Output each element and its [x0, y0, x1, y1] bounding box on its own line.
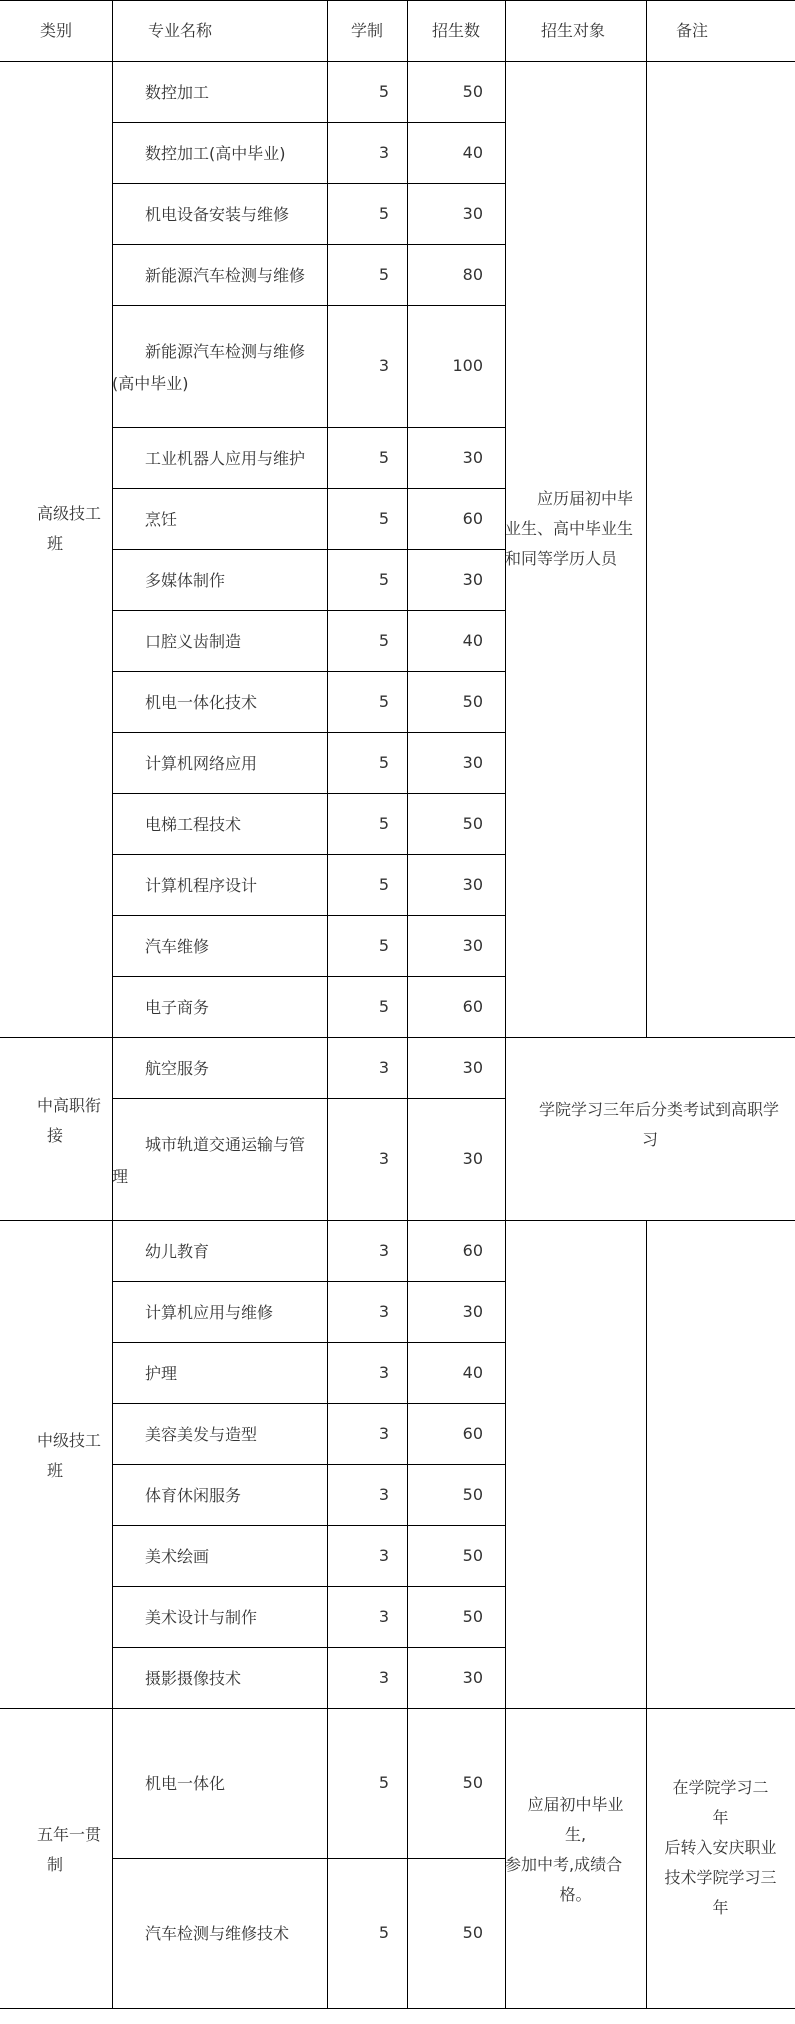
quota-cell-line: 30: [462, 752, 483, 772]
major-name-cell-line: 机电一体化技术: [145, 692, 258, 712]
major-name-cell-line: 体育休闲服务: [145, 1485, 242, 1505]
quota-cell-line: 30: [462, 1301, 483, 1321]
quota-cell: [407, 61, 505, 122]
header-major: [112, 0, 327, 61]
duration-cell-line: 3: [378, 142, 389, 162]
column-divider: [327, 0, 328, 2008]
column-divider: [505, 1708, 506, 2008]
major-name-cell-line: 汽车检测与维修技术: [145, 1924, 290, 1943]
duration-cell-line: 3: [378, 1149, 389, 1168]
major-name-cell: [112, 1525, 327, 1586]
quota-cell: [407, 1586, 505, 1647]
category-cell-line: 班: [47, 1461, 64, 1480]
duration-cell: [327, 976, 407, 1037]
quota-cell: [407, 1647, 505, 1708]
major-name-cell-line: 烹饪: [145, 509, 178, 529]
quota-cell-line: 60: [462, 1423, 483, 1443]
quota-cell: [407, 427, 505, 488]
row-divider: [0, 0, 795, 1]
quota-cell-line: 60: [462, 508, 483, 528]
quota-cell-line: 30: [462, 447, 483, 467]
duration-cell-line: 5: [378, 569, 389, 589]
target-cell-line: 应届初中毕业: [527, 1795, 624, 1814]
quota-cell-line: 50: [462, 1606, 483, 1626]
target-cell: [505, 61, 646, 1037]
major-name-cell: [112, 122, 327, 183]
duration-cell-line: 5: [378, 264, 389, 284]
target-cell-line: 应历届初中毕: [537, 489, 634, 508]
duration-cell: [327, 1281, 407, 1342]
merged-remark-cell-line: 习: [641, 1129, 658, 1149]
major-name-cell: [112, 732, 327, 793]
major-name-cell: [112, 1403, 327, 1464]
duration-cell: [327, 1708, 407, 1858]
duration-cell-line: 3: [378, 1057, 389, 1077]
quota-cell: [407, 671, 505, 732]
major-name-cell-line: 电子商务: [145, 997, 210, 1017]
duration-cell-line: 5: [378, 81, 389, 101]
major-name-cell-line: 美术设计与制作: [145, 1607, 258, 1627]
duration-cell-line: 5: [378, 996, 389, 1016]
column-divider: [646, 0, 647, 61]
duration-cell-line: 5: [378, 813, 389, 833]
major-name-cell: [112, 976, 327, 1037]
column-divider: [112, 0, 113, 2008]
header-years: [327, 0, 407, 61]
header-category: [0, 0, 112, 61]
quota-cell-line: 50: [462, 813, 483, 833]
quota-cell-line: 50: [462, 1923, 483, 1942]
major-name-cell-line: 新能源汽车检测与维修: [145, 265, 306, 285]
quota-cell: [407, 183, 505, 244]
duration-cell: [327, 183, 407, 244]
duration-cell-line: 5: [378, 874, 389, 894]
quota-cell-line: 50: [462, 81, 483, 101]
major-name-cell: [112, 854, 327, 915]
quota-cell: [407, 488, 505, 549]
quota-cell: [407, 915, 505, 976]
remark-cell-line: 年: [712, 1808, 729, 1827]
header-quota-text: 招生数: [431, 20, 480, 40]
quota-cell-line: 30: [462, 203, 483, 223]
major-name-cell-line: 汽车维修: [145, 936, 210, 956]
remark-cell-line: 在学院学习二: [672, 1778, 769, 1797]
category-cell: [0, 1708, 112, 2008]
major-name-cell: [112, 1098, 327, 1220]
major-name-cell: [112, 488, 327, 549]
duration-cell: [327, 1403, 407, 1464]
major-name-cell-line: 理: [112, 1167, 129, 1186]
duration-cell-line: 5: [378, 508, 389, 528]
major-name-cell-line: 电梯工程技术: [145, 814, 242, 834]
category-cell-line: 班: [47, 534, 64, 553]
major-name-cell-line: 美容美发与造型: [145, 1424, 258, 1444]
major-name-cell-line: (高中毕业): [112, 374, 189, 393]
major-name-cell-line: 多媒体制作: [145, 570, 226, 590]
duration-cell: [327, 671, 407, 732]
major-name-cell: [112, 244, 327, 305]
category-cell-line: 高级技工: [37, 504, 102, 523]
quota-cell: [407, 793, 505, 854]
major-name-cell-line: 摄影摄像技术: [145, 1668, 242, 1688]
category-cell-line: 中高职衔: [37, 1095, 102, 1115]
column-divider: [646, 1220, 647, 1708]
major-name-cell-line: 美术绘画: [145, 1546, 210, 1566]
duration-cell-line: 5: [378, 752, 389, 772]
duration-cell-line: 5: [378, 1923, 389, 1942]
major-name-cell-line: 航空服务: [145, 1058, 210, 1078]
quota-cell: [407, 1342, 505, 1403]
major-name-cell-line: 新能源汽车检测与维修: [145, 342, 306, 361]
header-category-text: 类别: [39, 20, 72, 40]
duration-cell: [327, 1525, 407, 1586]
major-name-cell-line: 计算机应用与维修: [145, 1302, 274, 1322]
duration-cell: [327, 1858, 407, 2008]
quota-cell-line: 50: [462, 691, 483, 711]
target-cell-line: 和同等学历人员: [505, 549, 618, 568]
quota-cell-line: 40: [462, 1362, 483, 1382]
major-name-cell-line: 数控加工: [145, 82, 210, 102]
category-cell-line: 接: [47, 1125, 64, 1145]
quota-cell: [407, 1220, 505, 1281]
duration-cell: [327, 610, 407, 671]
major-name-cell: [112, 183, 327, 244]
quota-cell: [407, 122, 505, 183]
category-cell-line: 五年一贯: [37, 1825, 102, 1844]
major-name-cell: [112, 671, 327, 732]
duration-cell: [327, 1037, 407, 1098]
quota-cell: [407, 1037, 505, 1098]
major-name-cell: [112, 1586, 327, 1647]
duration-cell-line: 3: [378, 1606, 389, 1626]
duration-cell-line: 3: [378, 1667, 389, 1687]
quota-cell: [407, 732, 505, 793]
major-name-cell: [112, 1464, 327, 1525]
duration-cell: [327, 1098, 407, 1220]
header-years-text: 学制: [350, 20, 383, 40]
quota-cell-line: 30: [462, 1149, 483, 1168]
column-divider: [646, 1708, 647, 2008]
quota-cell-line: 30: [462, 1667, 483, 1687]
column-divider: [646, 61, 647, 1037]
quota-cell-line: 60: [462, 1240, 483, 1260]
category-cell: [0, 1220, 112, 1708]
duration-cell-line: 3: [378, 1240, 389, 1260]
duration-cell: [327, 305, 407, 427]
major-name-cell: [112, 427, 327, 488]
major-name-cell: [112, 915, 327, 976]
quota-cell: [407, 1464, 505, 1525]
quota-cell-line: 40: [462, 630, 483, 650]
major-name-cell-line: 机电设备安装与维修: [145, 204, 290, 224]
major-name-cell: [112, 1342, 327, 1403]
quota-cell: [407, 854, 505, 915]
quota-cell: [407, 1098, 505, 1220]
duration-cell-line: 3: [378, 1301, 389, 1321]
quota-cell-line: 40: [462, 142, 483, 162]
target-cell: [505, 1708, 646, 2008]
major-name-cell-line: 幼儿教育: [145, 1241, 210, 1261]
quota-cell: [407, 610, 505, 671]
duration-cell: [327, 61, 407, 122]
quota-cell-line: 100: [452, 356, 483, 375]
duration-cell: [327, 793, 407, 854]
duration-cell-line: 5: [378, 1773, 389, 1792]
duration-cell-line: 5: [378, 935, 389, 955]
category-cell: [0, 61, 112, 1037]
major-name-cell-line: 数控加工(高中毕业): [145, 143, 286, 163]
category-cell-line: 制: [47, 1855, 64, 1874]
header-major-text: 专业名称: [148, 20, 213, 40]
category-cell-line: 中级技工: [37, 1431, 102, 1450]
quota-cell: [407, 1281, 505, 1342]
major-name-cell: [112, 793, 327, 854]
quota-cell: [407, 976, 505, 1037]
major-name-cell: [112, 1858, 327, 2008]
duration-cell: [327, 1586, 407, 1647]
header-note: [646, 0, 795, 61]
duration-cell-line: 5: [378, 447, 389, 467]
major-name-cell-line: 护理: [145, 1363, 178, 1383]
remark-cell-line: 年: [712, 1898, 729, 1917]
major-name-cell-line: 城市轨道交通运输与管: [145, 1135, 306, 1154]
duration-cell: [327, 915, 407, 976]
merged-remark-cell-line: 学院学习三年后分类考试到高职学: [539, 1099, 780, 1119]
target-cell-line: 格。: [559, 1885, 592, 1904]
major-name-cell-line: 计算机程序设计: [145, 875, 258, 895]
major-name-cell: [112, 61, 327, 122]
major-name-cell: [112, 1037, 327, 1098]
duration-cell: [327, 732, 407, 793]
quota-cell: [407, 244, 505, 305]
duration-cell: [327, 854, 407, 915]
column-divider: [505, 1220, 506, 1708]
column-divider: [505, 0, 506, 61]
major-name-cell: [112, 1281, 327, 1342]
major-name-cell: [112, 1708, 327, 1858]
column-divider: [505, 1037, 506, 1220]
header-note-text: 备注: [676, 20, 709, 40]
target-cell-line: 业生、高中毕业生: [505, 519, 634, 538]
duration-cell: [327, 1342, 407, 1403]
quota-cell: [407, 549, 505, 610]
row-divider: [0, 2008, 795, 2009]
quota-cell-line: 50: [462, 1773, 483, 1792]
duration-cell-line: 5: [378, 203, 389, 223]
header-target-text: 招生对象: [541, 20, 606, 40]
duration-cell: [327, 1647, 407, 1708]
quota-cell-line: 50: [462, 1484, 483, 1504]
remark-cell: [646, 1708, 795, 2008]
quota-cell-line: 30: [462, 874, 483, 894]
duration-cell: [327, 1220, 407, 1281]
remark-cell-line: 后转入安庆职业: [664, 1838, 777, 1857]
duration-cell: [327, 1464, 407, 1525]
duration-cell: [327, 488, 407, 549]
duration-cell: [327, 549, 407, 610]
quota-cell-line: 80: [462, 264, 483, 284]
header-quota: [407, 0, 505, 61]
quota-cell-line: 30: [462, 935, 483, 955]
duration-cell-line: 5: [378, 630, 389, 650]
merged-remark-cell: [505, 1037, 795, 1220]
quota-cell-line: 60: [462, 996, 483, 1016]
major-name-cell: [112, 549, 327, 610]
column-divider: [407, 0, 408, 2008]
major-name-cell: [112, 1220, 327, 1281]
quota-cell: [407, 1708, 505, 1858]
major-name-cell: [112, 610, 327, 671]
major-name-cell: [112, 305, 327, 427]
quota-cell-line: 50: [462, 1545, 483, 1565]
duration-cell-line: 3: [378, 1423, 389, 1443]
quota-cell: [407, 1403, 505, 1464]
target-cell-line: 参加中考,成绩合: [505, 1855, 623, 1874]
major-name-cell: [112, 1647, 327, 1708]
quota-cell-line: 30: [462, 569, 483, 589]
remark-cell-line: 技术学院学习三: [664, 1868, 777, 1887]
column-divider: [505, 61, 506, 1037]
duration-cell-line: 3: [378, 1362, 389, 1382]
duration-cell-line: 3: [378, 1484, 389, 1504]
major-name-cell-line: 工业机器人应用与维护: [145, 448, 306, 468]
major-name-cell-line: 计算机网络应用: [145, 753, 258, 773]
header-target: [505, 0, 646, 61]
duration-cell-line: 3: [378, 1545, 389, 1565]
duration-cell-line: 5: [378, 691, 389, 711]
quota-cell-line: 30: [462, 1057, 483, 1077]
major-name-cell-line: 口腔义齿制造: [145, 631, 242, 651]
category-cell: [0, 1037, 112, 1220]
quota-cell: [407, 1858, 505, 2008]
duration-cell-line: 3: [378, 356, 389, 375]
quota-cell: [407, 305, 505, 427]
quota-cell: [407, 1525, 505, 1586]
duration-cell: [327, 427, 407, 488]
duration-cell: [327, 244, 407, 305]
major-name-cell-line: 机电一体化: [145, 1774, 226, 1793]
duration-cell: [327, 122, 407, 183]
target-cell-line: 生,: [564, 1825, 587, 1844]
